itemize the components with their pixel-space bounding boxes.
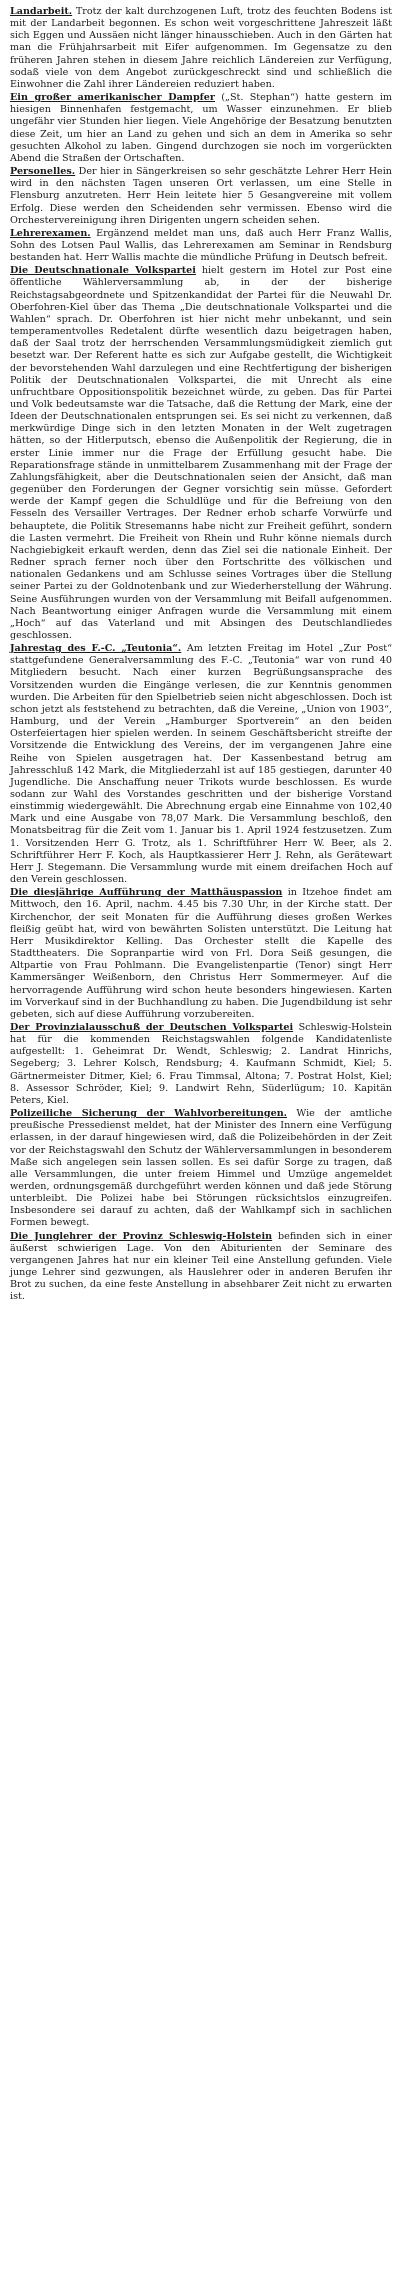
article-headline: Lehrerexamen. bbox=[10, 227, 91, 239]
article-body: („St. Stephan“) hatte gestern im hiesigen Binnenhafen festgemacht, um Wasser einzunehmen. Er blieb ungefähr vier Stunden hier liegen. Viele Angehörige der Besatzung benutzten diese Zeit, um hier an Land zu gehen und sich an dem in Amerika so sehr gesuchten Alkohol zu laben. Gingend durchzogen sie noch im vorgerückten Abend die Straßen der Ortschaften. bbox=[10, 92, 392, 164]
article-junglehrer bbox=[10, 1231, 392, 1304]
article-body: in Itzehoe findet am Mittwoch, den 16. April, nachm. 4.45 bis 7.30 Uhr, in der Kirche statt. Der Kirchenchor, der seit Monaten für die Aufführung dieses großen Werkes fleißig geübt hat, wird von bewährten Solisten unterstützt. Die Leitung hat Herr Musikdirektor Kelling. Das Orchester stellt die Kapelle des Stadttheaters. Die Sopranpartie wird von Frl. Dora Seiß gesungen, die Altpartie von Frau Pohlmann. Die Evangelistenpartie (Tenor) singt Herr Kammersänger Weißenborn, den Christus Herr Sommermeyer. Auf die hervorragende Aufführung wird schon heute besonders hingewiesen. Karten im Vorverkauf sind in der Buchhandlung zu haben. Die Jugendbildung ist sehr gebeten, sich auf diese Aufführung vorzubereiten. bbox=[10, 887, 392, 1020]
article-wahlvorbereitungen bbox=[10, 1108, 392, 1230]
article-volkspartei bbox=[10, 265, 392, 642]
article-teutonia bbox=[10, 643, 392, 886]
article-personelles bbox=[10, 166, 392, 227]
article-matthaeuspassion bbox=[10, 887, 392, 1021]
article-body: Schleswig-Holstein hat für die kommenden Reichstagswahlen folgende Kandidatenliste aufgestellt: 1. Geheimrat Dr. Wendt, Schleswig; 2. Landrat Hinrichs, Segeberg; 3. Lehrer Kolsch, Rendsburg; 4. Kaufmann Schmidt, Kiel; 5. Gärtnermeister Ditmer, Kiel; 6. Frau Timmsal, Altona; 7. Postrat Holst, Kiel; 8. Assessor Schröder, Kiel; 9. Landwirt Rehn, Süderlügum; 10. Kapitän Peters, Kiel. bbox=[10, 1021, 392, 1106]
article-lehrerexamen bbox=[10, 228, 392, 264]
article-headline: Polizeiliche Sicherung der Wahlvorbereitungen. bbox=[10, 1108, 288, 1120]
article-body: Trotz der kalt durchzogenen Luft, trotz des feuchten Bodens ist mit der Landarbeit begonnen. Es schon weit vorgeschrittene Jahreszeit läßt sich Eggen und Aussäen nicht länger hinausschieben. Auch in den Gärten hat man die Frühjahrsarbeit mit Eifer aufgenommen. Im Gegensatze zu den früheren Jahren stehen in diesem Jahre reichlich Ländereien zur Verfügung, sodaß viele von dem Angebot zurückgeschreckt sind und schließlich die Einwohner die Zahl ihrer Ländereien reduziert haben. bbox=[10, 6, 392, 90]
article-headline: Die Deutschnationale Volkspartei bbox=[10, 265, 196, 277]
article-headline: Jahrestag des F.-C. „Teutonia“. bbox=[10, 643, 182, 655]
article-headline: Die diesjährige Aufführung der Matthäuspassion bbox=[10, 887, 283, 899]
article-body: befinden sich in einer äußerst schwierigen Lage. Von den Abiturienten der Seminare des vergangenen Jahres hat nur ein kleiner Teil eine Anstellung gefunden. Viele junge Lehrer sind gezwungen, als Hauslehrer oder in anderen Berufen ihr Brot zu suchen, da eine feste Anstellung in absehbarer Zeit nicht zu erwarten ist. bbox=[10, 1230, 392, 1303]
article-headline: Die Junglehrer der Provinz Schleswig-Holstein bbox=[10, 1230, 273, 1242]
article-provinzialausschuss bbox=[10, 1022, 392, 1107]
article-body: hielt gestern im Hotel zur Post eine öffentliche Wählerversammlung ab, in der der bisherige Reichstagsabgeordnete und Spitzenkandidat der Partei für die Neuwahl Dr. Oberfohren-Kiel über das Thema „Die deutschnationale Volkspartei und die Wahlen“ sprach. Dr. Oberfohren ist hier nicht mehr unbekannt, und sein temperamentvolles Redetalent dürfte wesentlich dazu beigetragen haben, daß der Saal trotz der herrschenden Versammlungsmüdigkeit ziemlich gut besetzt war. Der Referent hatte es sich zur Aufgabe gestellt, die Wichtigkeit der bevorstehenden Wahl darzulegen und eine Rechtfertigung der bisherigen Politik der Deutschnationalen Volkspartei, die mit Unrecht als eine unfruchtbare Oppositionspolitik bezeichnet würde, zu geben. Das für Partei und Volk bedeutsamste war die Tatsache, daß die Rettung der Mark, eine der Ideen der Deutschnationalen entsprungen sei. Es sei nicht zu verkennen, daß merkwürdige Dinge sich in den letzten Monaten in der Welt zugetragen hätten, so der Hitlerputsch, ebenso die Außenpolitik der Regierung, die in erster Linie immer nur die Frage der Erfüllung gesucht habe. Die Reparationsfrage stände in unmittelbarem Zusammenhang mit der Frage der Zahlungsfähigkeit, aber die Deutschnationalen seien der Ansicht, daß man gegenüber den Forderungen der Gegner vorsichtig sein müsse. Gefordert werde der Kampf gegen die Schuldlüge und für die Befreiung von den Fesseln des Versailler Vertrages. Der Redner erhob scharfe Vorwürfe und behauptete, die Politik Stresemanns habe nicht zur Freiheit geführt, sondern die Lasten vermehrt. Die Freiheit von Rhein und Ruhr könne niemals durch Nachgiebigkeit erkauft werden, denn das Ziel sei die nationale Einheit. Der Redner sprach ferner noch über den Fortschritte des völkischen und nationalen Gedankens und am Schlusse seines Vortrages über die Stellung seiner Partei zu der Goldnotenbank und zur Wiederherstellung der Währung. Seine Ausführungen wurden von der Versammlung mit Beifall aufgenommen. Nach Beantwortung einiger Anfragen wurde die Versammlung mit einem „Hoch“ auf das Vaterland und mit Absingen des Deutschlandliedes geschlossen. bbox=[10, 265, 393, 641]
article-dampfer bbox=[10, 92, 392, 165]
article-headline: Personelles. bbox=[10, 166, 76, 178]
article-headline: Der Provinzialausschuß der Deutschen Volkspartei bbox=[10, 1021, 294, 1033]
article-body: Der hier in Sängerkreisen so sehr geschätzte Lehrer Herr Hein wird in den nächsten Tagen unseren Ort verlassen, um eine Stelle in Flensburg anzutreten. Herr Hein leitete hier 5 Gesangvereine mit vollem Erfolg. Diese werden den Scheidenden sehr vermissen. Ebenso wird die Orchestervereinigung ihren Dirigenten ungern scheiden sehen. bbox=[10, 166, 392, 226]
article-body: Ergänzend meldet man uns, daß auch Herr Franz Wallis, Sohn des Lotsen Paul Wallis, das Lehrerexamen am Seminar in Rendsburg bestanden hat. Herr Wallis machte die mündliche Prüfung in Deutsch befreit. bbox=[10, 227, 392, 264]
article-landarbeit bbox=[10, 6, 392, 91]
article-body: Wie der amtliche preußische Pressedienst meldet, hat der Minister des Innern eine Verfügung erlassen, in der darauf hingewiesen wird, daß die Polizeibehörden in der Zeit vor der Reichstagswahl den Schutz der Wählerversammlungen in besonderem Maße sich angelegen sein lassen sollen. Es sei dafür Sorge zu tragen, daß alle Versammlungen, die unter freiem Himmel und Umzüge angemeldet werden, ordnungsgemäß durchgeführt werden können und daß jede Störung unterbleibt. Die Polizei habe bei Störungen rücksichtslos einzugreifen. Insbesondere sei darauf zu achten, daß der Wahlkampf sich in sachlichen Formen bewegt. bbox=[10, 1108, 392, 1229]
article-headline: Ein großer amerikanischer Dampfer bbox=[10, 92, 215, 104]
article-body: Am letzten Freitag im Hotel „Zur Post“ stattgefundene Generalversammlung des F.-C. „Teutonia“ war von rund 40 Mitgliedern besucht. Nach einer kurzen Begrüßungsansprache des Vorsitzenden wurden die Eingänge verlesen, die zur Kenntnis genommen wurden. Die Arbeiten für den Spielbetrieb seien nicht abgeschlossen. Doch ist schon jetzt als feststehend zu betrachten, daß die Vereine, „Union von 1903“, Hamburg, und der Verein „Hamburger Sportverein“ an den beiden Osterfeiertagen hier spielen werden. In seinem Geschäftsbericht streifte der Vorsitzende die Entwicklung des Vereins, der im vergangenen Jahre eine Reihe von Spielen ausgetragen hat. Der Kassenbestand betrug am Jahresschluß 142 Mark, die Mitgliederzahl ist auf 185 gestiegen, darunter 40 Jugendliche. Die Anschaffung neuer Trikots wurde beschlossen. Es wurde sodann zur Wahl des Vorstandes geschritten und der bisherige Vorstand einstimmig wiedergewählt. Die Abrechnung ergab eine Einnahme von 102,40 Mark und eine Ausgabe von 78,07 Mark. Die Versammlung beschloß, den Monatsbeitrag für die Zeit vom 1. Januar bis 1. April 1924 festzusetzen. Zum 1. Vorsitzenden Herr G. Trotz, als 1. Schriftführer Herr W. Beer, als 2. Schriftführer Herr F. Koch, als Hauptkassierer Herr J. Rehn, als Gerätewart Herr J. Stegemann. Die Versammlung wurde mit einem dreifachen Hoch auf den Verein geschlossen. bbox=[10, 643, 392, 886]
article-headline: Landarbeit. bbox=[10, 6, 73, 17]
